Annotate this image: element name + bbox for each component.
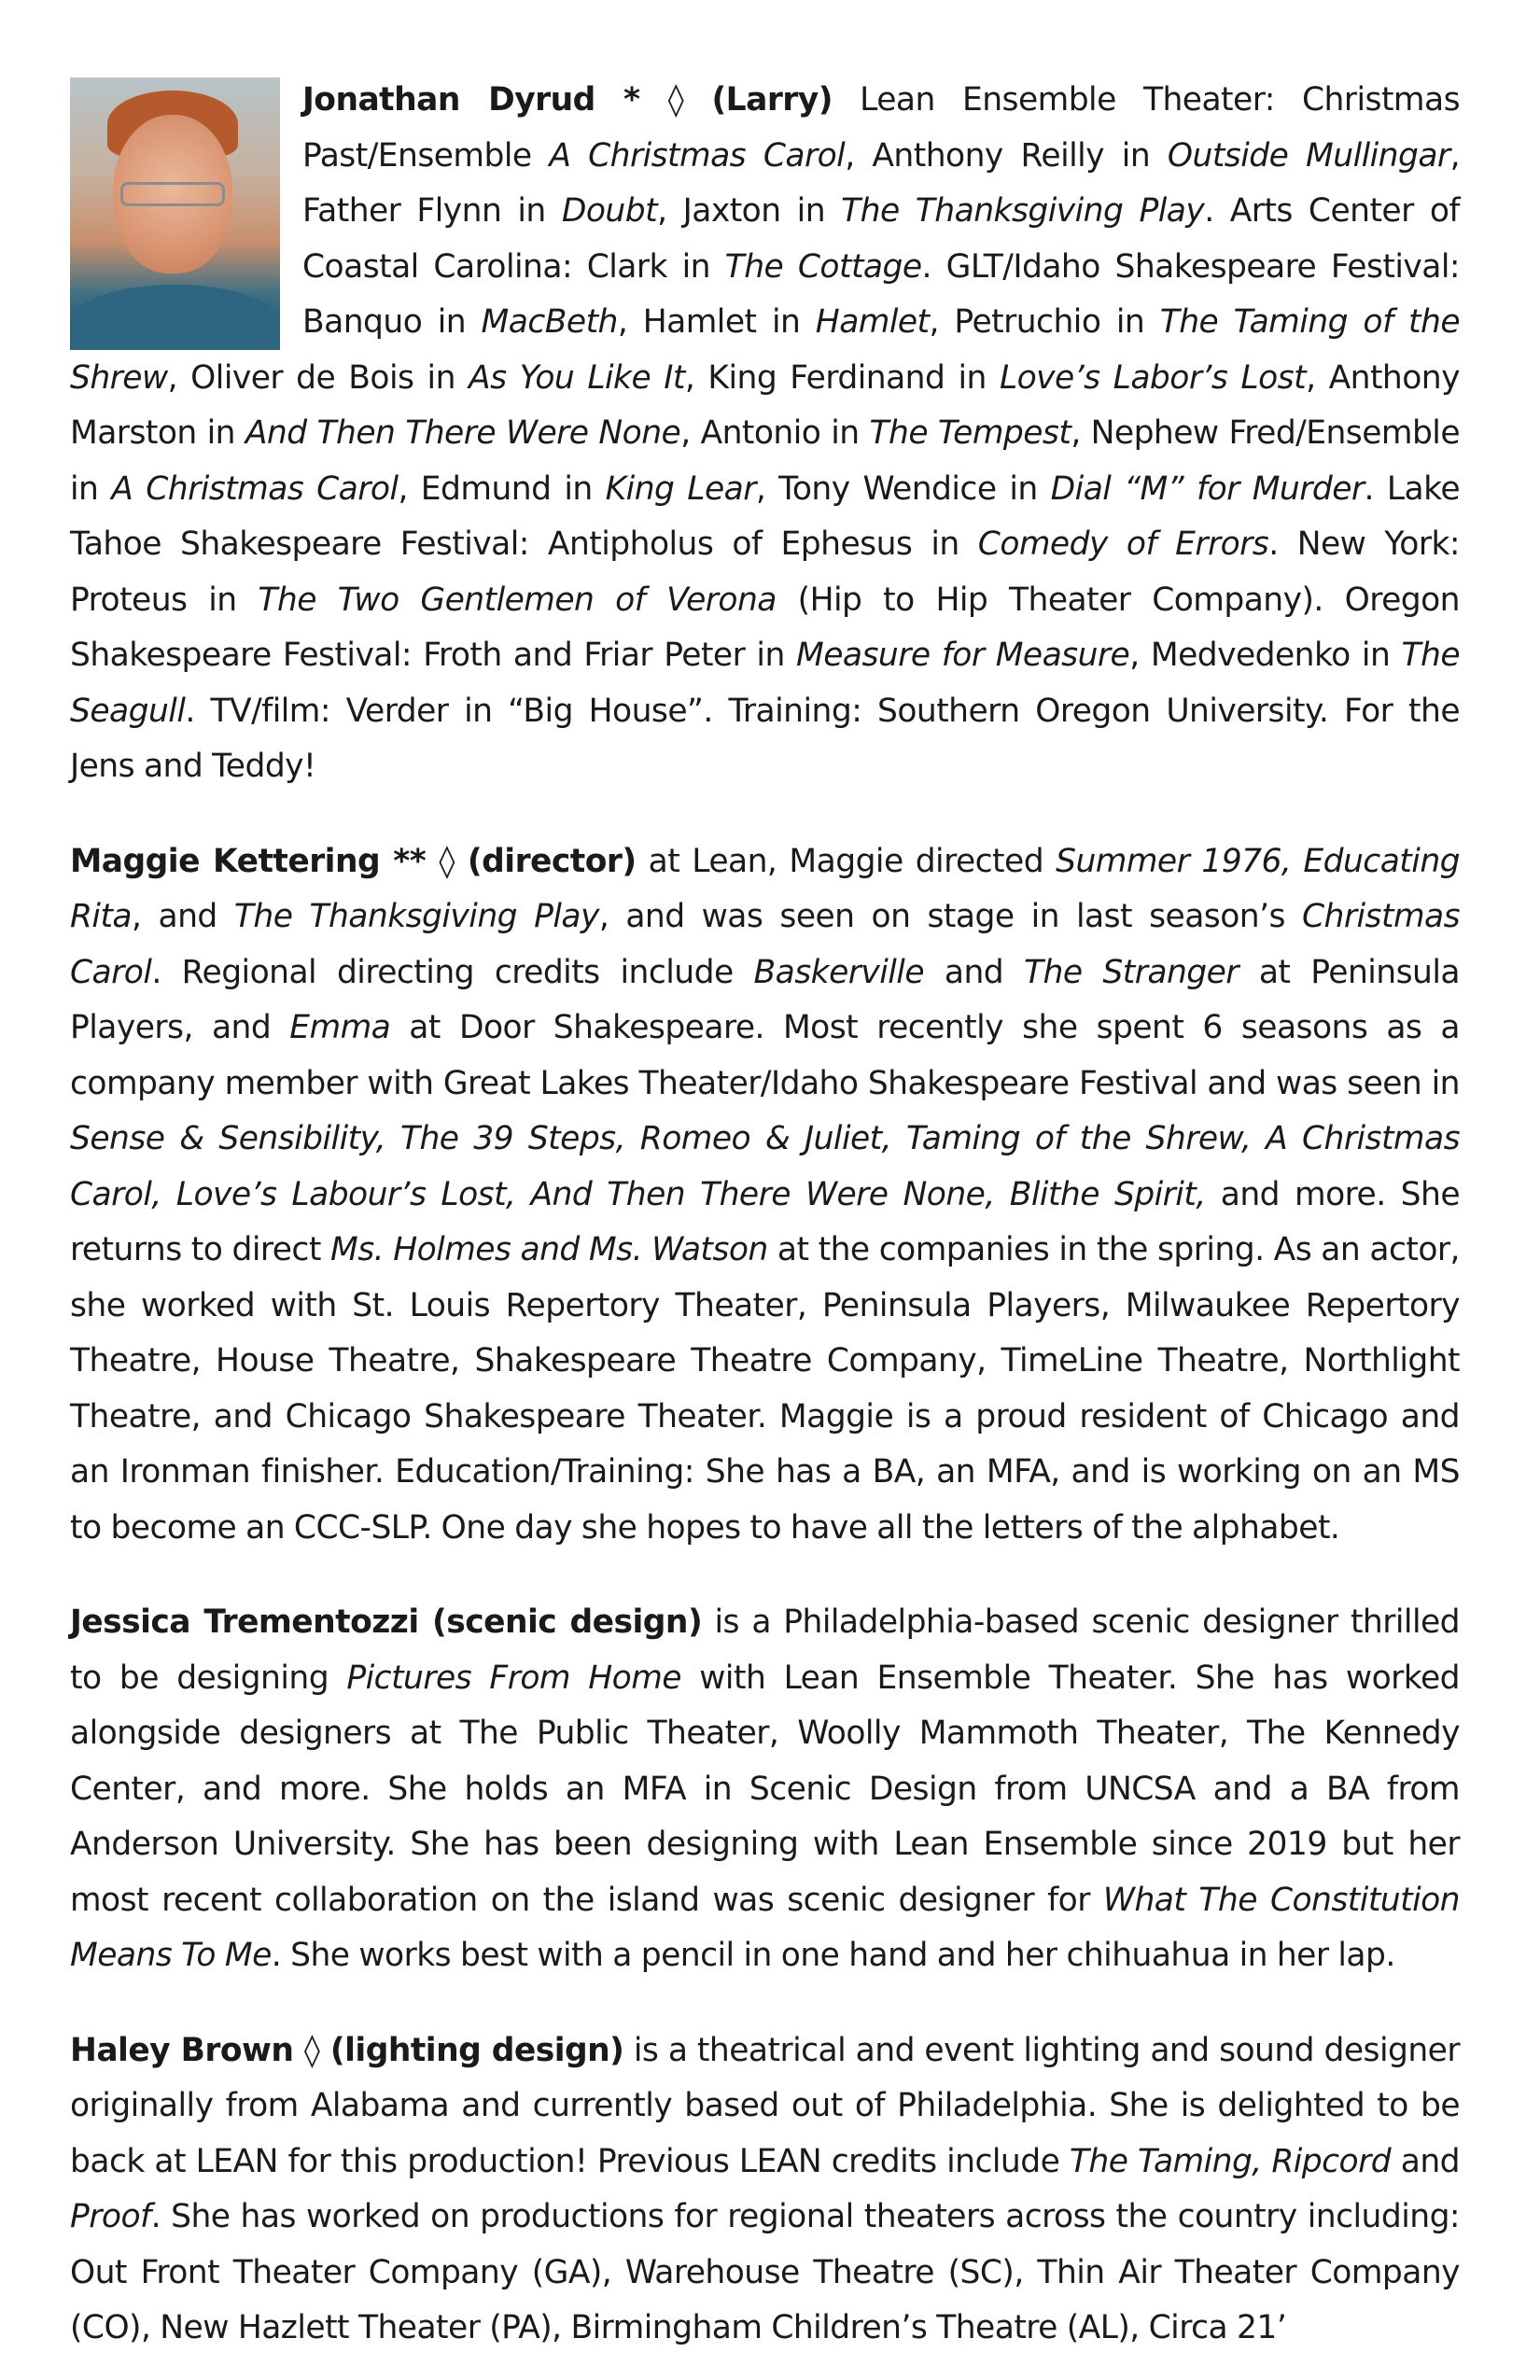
bio-text-run: . Lake Tahoe Shakespeare Festival: Antipholus of Ephesus in [70,469,1460,563]
bio-text-run: is a theatrical and event lighting and sound designer originally from Alabama and currently based out of Philadelphia. She is delighted to be back at LEAN for this production! Previous LEAN credits include [70,2031,1460,2180]
headshot-shirt [70,285,280,350]
bio-text-run: . New York: Proteus in [70,525,1460,619]
production-title: King Lear [605,469,756,508]
bio-text-run: . She has worked on productions for regional theaters across the country including: Out Front Theater Company (GA), Warehouse Theatre (SC), Thin Air Theater Company (CO), New Hazlett Theater (PA), Birmingham Children’s Theatre (AL), Circa 21’ [70,2198,1460,2346]
bio-text-run: is a Philadelphia-based scenic designer thrilled to be designing [70,1603,1461,1697]
bio-text-run: . Regional directing credits include [151,953,754,991]
production-title: Sense & Sensibility, The 39 Steps, Romeo & Juliet, Taming of the Shrew, A Christmas Carol, Love’s Labour’s Lost, And Then There Were None, Blithe Spirit, [70,1120,1460,1213]
bio-text-run: , Hamlet in [617,303,816,341]
bio-text-run: at Door Shakespeare. Most recently she spent 6 seasons as a company member with Great Lakes Theater/Idaho Shakespeare Festival and was seen in [70,1009,1460,1102]
bio-text-run: , Medvedenko in [1129,637,1402,674]
bio-text-run: and [924,953,1025,991]
bio-name-role: Jessica Trementozzi (scenic design) [70,1603,703,1641]
production-title: The Stranger [1024,953,1239,991]
bio-text-run: . She works best with a pencil in one hand and her chihuahua in her lap. [271,1937,1395,1974]
bio-text [70,1603,1460,1974]
production-title: The Taming, Ripcord [1069,2142,1392,2180]
bio-text-run: at the companies in the spring. As an actor, she worked with St. Louis Repertory Theater, Peninsula Players, Milwaukee Repertory Theatre, House Theatre, Shakespeare Theatre Company, TimeLine Theatre, Northlight Theatre, and Chicago Shakespeare Theater. Maggie is a proud resident of Chicago and an Ironman finisher. Education/Training: She has a BA, an MFA, and is working on an MS to become an CCC-SLP. One day she hopes to have all the letters of the alphabet. [70,1231,1460,1547]
bio-text-run: . GLT/Idaho Shakespeare Festival: Banquo in [302,247,1460,341]
bio-maggie-kettering [70,834,1460,1557]
production-title: Emma [289,1009,391,1046]
headshot-photo [70,77,280,350]
production-title: The Tempest [869,414,1071,452]
production-title: The Thanksgiving Play [841,192,1205,230]
bio-text-run: Lean Ensemble Theater: Christmas Past/Ensemble [302,81,1460,175]
production-title: A Christmas Carol [549,136,846,175]
bio-text-run: , Nephew Fred/Ensemble in [70,414,1461,508]
production-title: The Two Gentlemen of Verona [258,581,777,619]
bio-text-run: , Father Flynn in [302,136,1460,230]
production-title: Summer 1976, Educating Rita [70,842,1460,935]
production-title: Measure for Measure [795,637,1130,674]
bio-text-run: , King Ferdinand in [684,358,1000,397]
production-title: Hamlet [815,303,930,341]
production-title: Pictures From Home [346,1659,681,1697]
production-title: And Then There Were None [245,414,681,452]
production-title: The Taming of the Shrew [70,303,1460,397]
bio-text-run: , Oliver de Bois in [167,358,469,397]
bio-text-run: , Edmund in [398,469,606,508]
bio-name-role: Jonathan Dyrud * ◊ (Larry) [302,81,833,119]
bio-name-role: Maggie Kettering ** ◊ (director) [70,842,637,880]
production-title: Comedy of Errors [977,525,1269,563]
production-title: Doubt [561,192,658,230]
bio-text-run: , Tony Wendice in [755,469,1051,508]
bio-text-run: with Lean Ensemble Theater. She has worked alongside designers at The Public Theater, Woolly Mammoth Theater, The Kennedy Center, and more. She holds an MFA in Scenic Design from UNCSA and a BA from Anderson University. She has been designing with Lean Ensemble since 2019 but her most recent collaboration on the island was scenic designer for [70,1659,1460,1919]
bio-text-run: , and was seen on stage in last season’s [598,898,1303,935]
production-title: The Seagull [70,637,1460,730]
production-title: As You Like It [469,358,685,397]
bio-text-run: , Anthony Reilly in [845,136,1168,175]
production-title: A Christmas Carol [111,469,399,508]
bio-text-run: at Lean, Maggie directed [636,842,1057,880]
production-title: Proof [70,2198,151,2235]
bio-text-run: and more. She returns to direct [70,1175,1461,1268]
production-title: Dial “M” for Murder [1050,469,1365,508]
bio-jonathan-dyrud [70,73,1460,795]
production-title: What The Constitution Means To Me [70,1881,1460,1974]
bio-text-run: , and [132,898,234,935]
bio-text-run: . Arts Center of Coastal Carolina: Clark in [302,192,1461,286]
production-title: The Cottage [724,247,922,286]
bio-text-run: and [1391,2142,1460,2180]
headshot-glasses [120,182,225,206]
bio-text-run: , Petruchio in [929,303,1160,341]
production-title: Baskerville [753,953,925,991]
production-title: MacBeth [481,303,618,341]
bio-text [70,2032,1460,2347]
bio-name-role: Haley Brown ◊ (lighting design) [70,2031,624,2069]
bio-text [70,843,1460,1547]
production-title: The Thanksgiving Play [233,898,599,935]
bio-text-run: , Antonio in [680,414,870,452]
bio-text-run: at Peninsula Players, and [70,953,1460,1046]
bio-text-run: (Hip to Hip Theater Company). Oregon Shakespeare Festival: Froth and Friar Peter in [70,581,1460,674]
bio-jessica-trementozzi [70,1595,1460,1984]
bio-text-run: , Jaxton in [657,192,842,230]
production-title: Love’s Labor’s Lost [999,358,1307,397]
bio-haley-brown [70,2023,1460,2357]
bio-text-run: . TV/film: Verder in “Big House”. Training: Southern Oregon University. For the Jens and Teddy! [70,692,1460,785]
bio-text-run: , Anthony Marston in [70,358,1460,452]
production-title: Ms. Holmes and Ms. Watson [329,1231,768,1268]
production-title: Christmas Carol [70,898,1461,991]
production-title: Outside Mullingar [1167,136,1450,175]
